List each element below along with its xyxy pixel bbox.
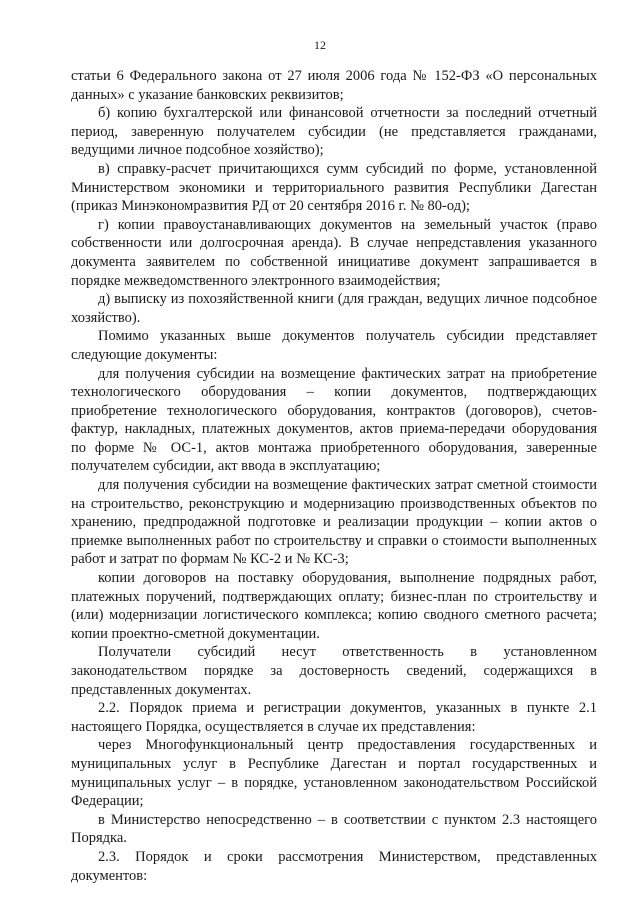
- paragraph-item-d: д) выписку из похозяйственной книги (для граждан, ведущих личное подсобное хозяйство).: [71, 291, 597, 326]
- paragraph-item-g: г) копии правоустанавливающих документов на земельный участок (право собственности или долгосрочная аренда). В случае непредставления указанного документа заявителем по собственной инициативе документ запрашивается в порядке межведомственного электронного взаимодействия;: [71, 216, 597, 289]
- paragraph-ministry-direct: в Министерство непосредственно – в соответствии с пунктом 2.3 настоящего Порядка.: [71, 811, 597, 847]
- paragraph-equipment-subsidy: для получения субсидии на возмещение фактических затрат на приобретение технологического оборудования – копии документов, подтверждающих приобретение технологического оборудования, контрактов (договоров), счетов-фактур, накладных, платежных документов, актов приема-передачи оборудования по форме № ОС-1, актов монтажа приобретенного оборудования, заверенные получателем субсидии, акт ввода в эксплуатацию;: [71, 365, 597, 475]
- paragraph-section-2-3: 2.3. Порядок и сроки рассмотрения Министерством, представленных документов:: [71, 848, 597, 884]
- paragraph-mfc: через Многофункциональный центр предоставления государственных и муниципальных услуг в Республике Дагестан и портал государственных и муниципальных услуг – в порядке, установленном законодательством Российской Федерации;: [71, 737, 597, 810]
- paragraph-item-b: б) копию бухгалтерской или финансовой отчетности за последний отчетный период, заверенную получателем субсидии (не представляется гражданами, ведущими личное подсобное хозяйство);: [71, 105, 597, 159]
- paragraph-contract-copies: копии договоров на поставку оборудования, выполнение подрядных работ, платежных поручений, подтверждающих оплату; бизнес-план по строительству и (или) модернизации логистического комплекса; копию сводного сметного расчета; копии проектно-сметной документации.: [71, 570, 597, 642]
- page-number: 12: [314, 38, 326, 52]
- paragraph-construction-subsidy: для получения субсидии на возмещение фактических затрат сметной стоимости на строительство, реконструкцию и модернизацию производственных объектов по хранению, предпродажной подготовке и реализации продукции – копии актов о приемке выполненных работ по строительству и справки о стоимости выполненных работ и затрат по формам № КС-2 и № КС-3;: [71, 477, 597, 568]
- paragraph-item-v: в) справку-расчет причитающихся сумм субсидий по форме, установленной Министерством экономики и территориального развития Республики Дагестан (приказ Минэкономразвития РД от 20 сентября 2016 г. № 80-од);: [71, 160, 597, 215]
- paragraph-additional-docs: Помимо указанных выше документов получатель субсидии представляет следующие документы:: [71, 328, 597, 363]
- paragraph-responsibility: Получатели субсидий несут ответственность в установленном законодательством порядке за достоверность сведений, содержащихся в представленных документах.: [71, 644, 597, 698]
- paragraph-section-2-2: 2.2. Порядок приема и регистрации документов, указанных в пункте 2.1 настоящего Порядка, осуществляется в случае их представления:: [71, 700, 597, 735]
- document-body: [71, 67, 597, 885]
- paragraph-personal-data: статьи 6 Федерального закона от 27 июля 2006 года № 152-ФЗ «О персональных данных» с указание банковских реквизитов;: [71, 68, 597, 103]
